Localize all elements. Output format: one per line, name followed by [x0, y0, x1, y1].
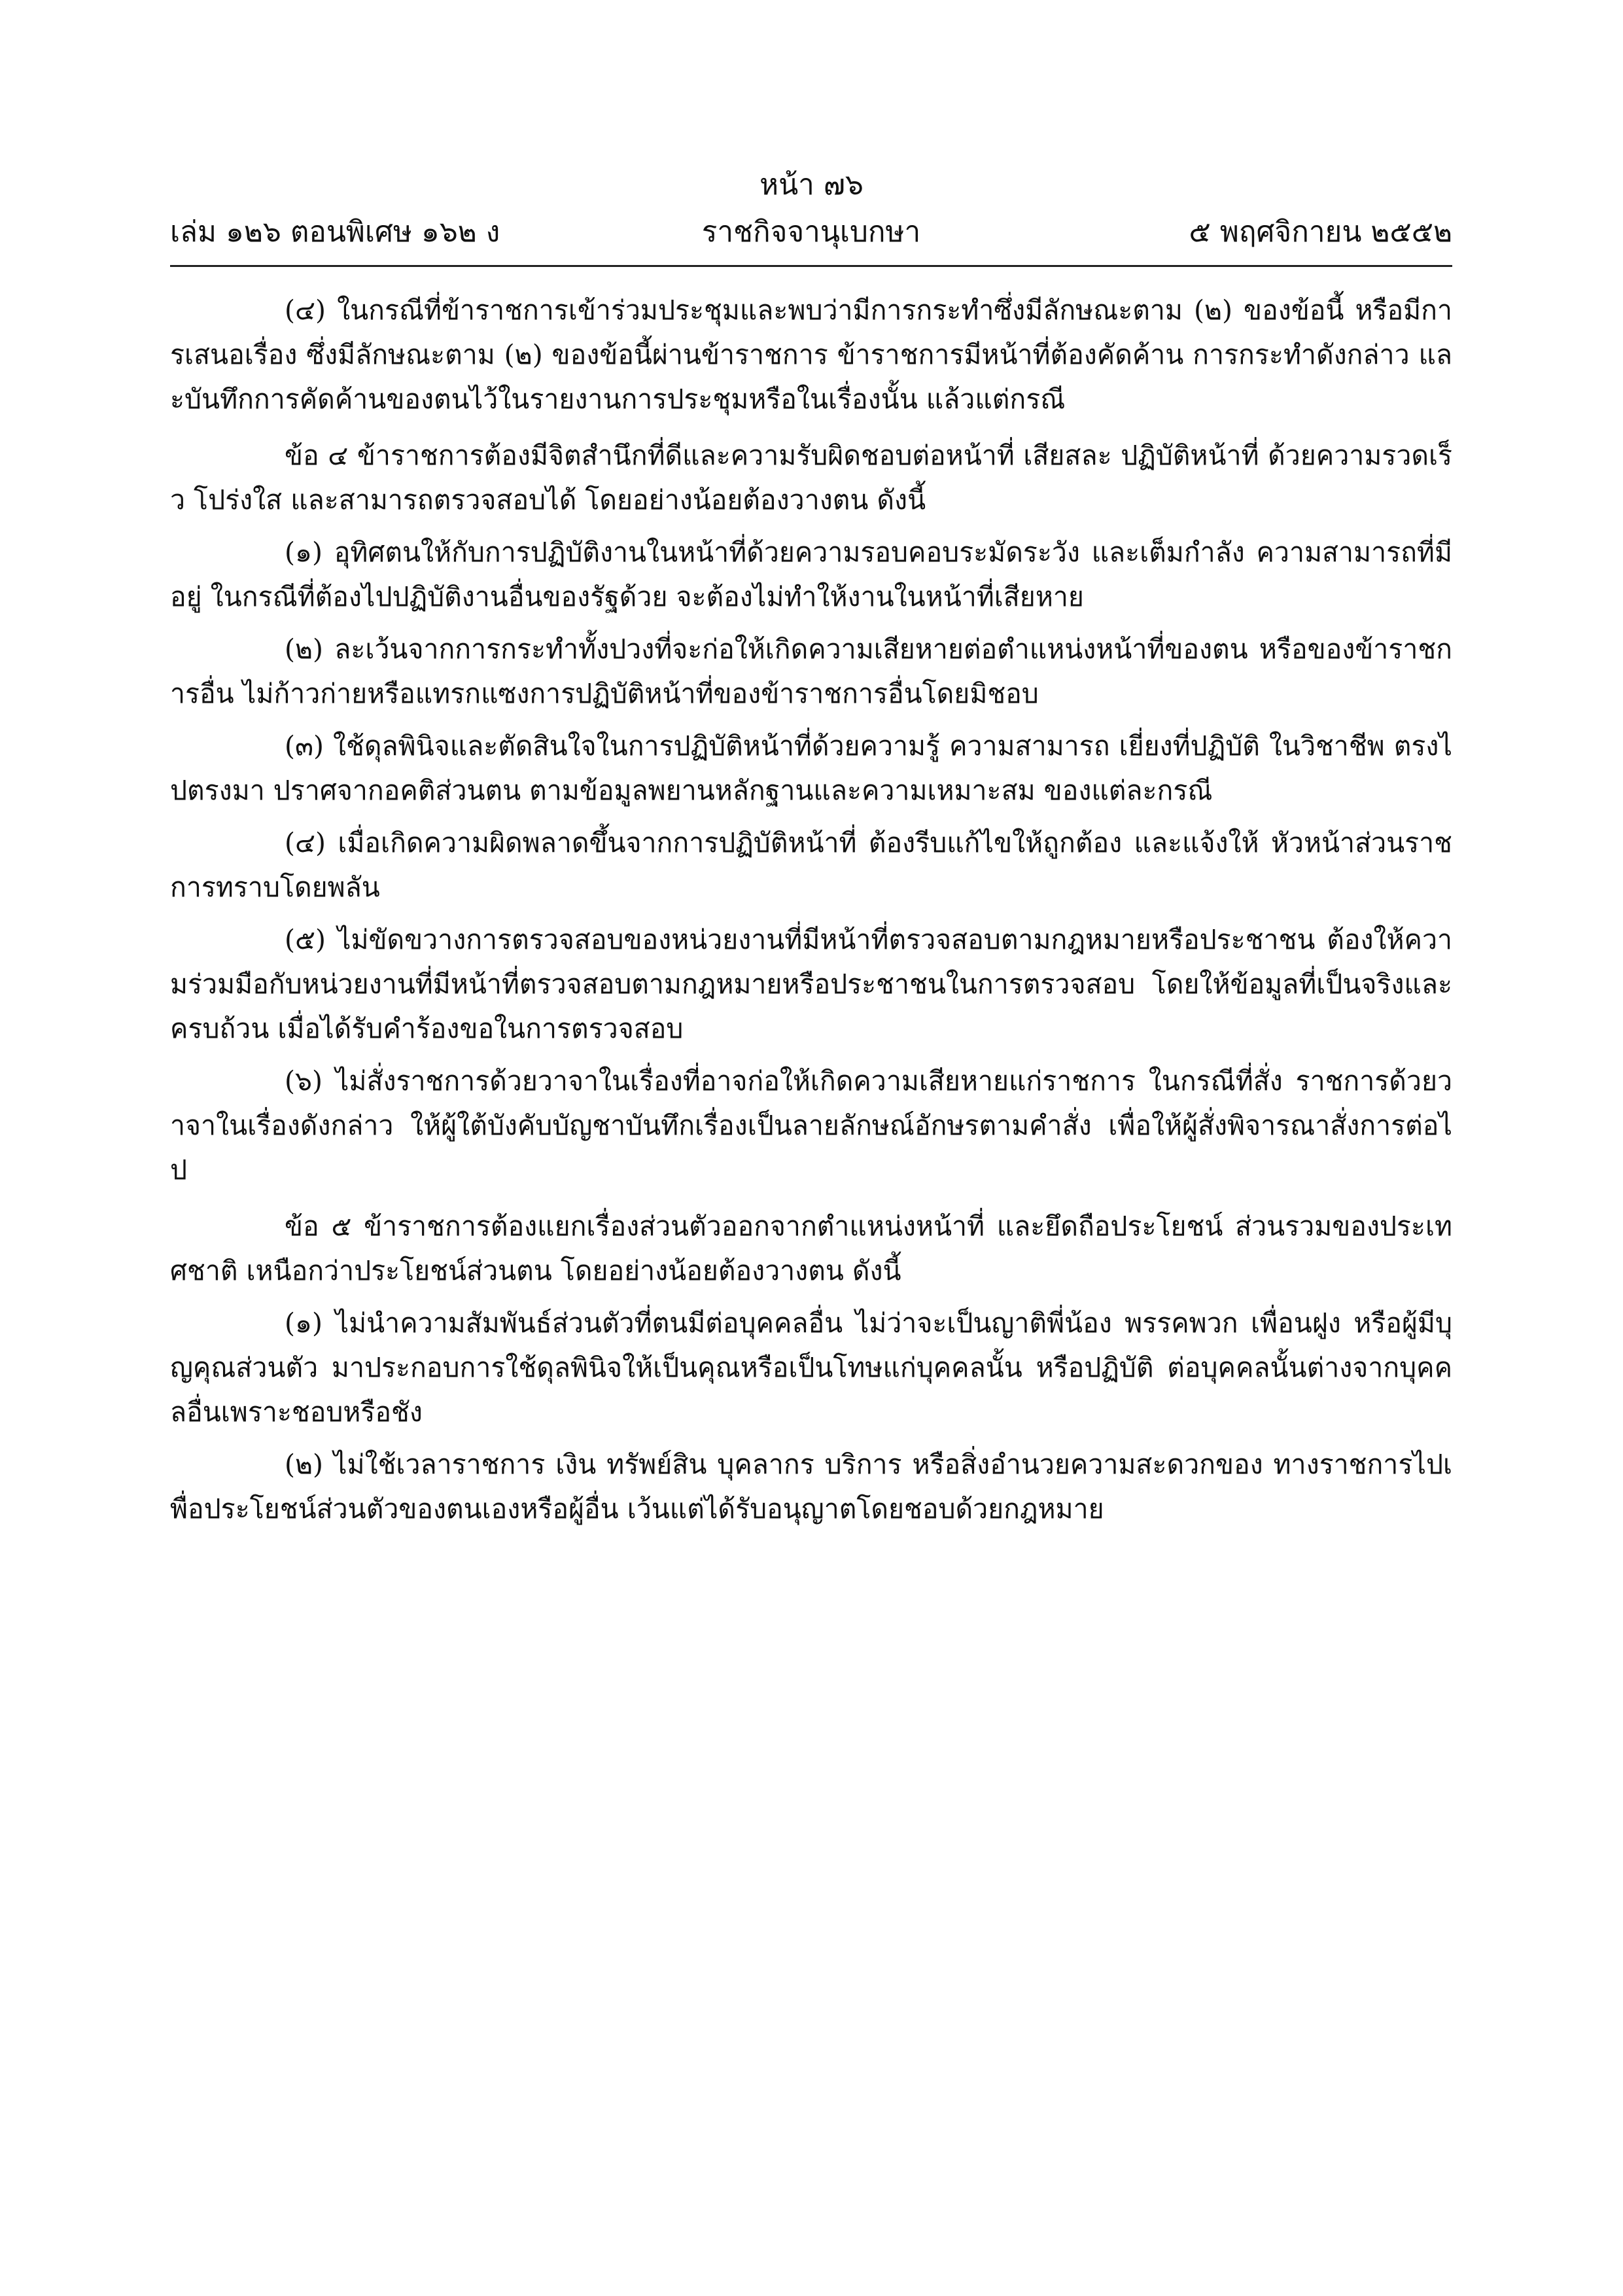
gazette-title: ราชกิจจานุเบกษา — [701, 215, 921, 249]
publication-date: ๕ พฤศจิกายน ๒๕๕๒ — [1189, 215, 1452, 249]
paragraph-clause-4-5: (๕) ไม่ขัดขวางการตรวจสอบของหน่วยงานที่มีหน้าที่ตรวจสอบตามกฎหมายหรือประชาชน ต้องให้ความร่วมมือกับหน่วยงานที่มีหน้าที่ตรวจสอบตามกฎหมายหรือประชาชนในการตรวจสอบ โดยให้ข้อมูลที่เป็นจริงและครบถ้วน เมื่อได้รับคำร้องขอในการตรวจสอบ — [170, 924, 1452, 1044]
page-number: หน้า ๗๖ — [759, 168, 864, 202]
gazette-header — [170, 211, 1452, 254]
document-body — [170, 288, 1452, 1539]
paragraph-clause-4-2: (๒) ละเว้นจากการกระทำทั้งปวงที่จะก่อให้เกิดความเสียหายต่อตำแหน่งหน้าที่ของตน หรือของข้าราชการอื่น ไม่ก้าวก่ายหรือแทรกแซงการปฏิบัติหน้าที่ของข้าราชการอื่นโดยมิชอบ — [170, 633, 1452, 709]
volume-issue: เล่ม ๑๒๖ ตอนพิเศษ ๑๖๒ ง — [170, 215, 500, 249]
paragraph-clause-5-1: (๑) ไม่นำความสัมพันธ์ส่วนตัวที่ตนมีต่อบุคคลอื่น ไม่ว่าจะเป็นญาติพี่น้อง พรรคพวก เพื่อนฝูง หรือผู้มีบุญคุณส่วนตัว มาประกอบการใช้ดุลพินิจให้เป็นคุณหรือเป็นโทษแก่บุคคลนั้น หรือปฏิบัติ ต่อบุคคลนั้นต่างจากบุคคลอื่นเพราะชอบหรือชัง — [170, 1307, 1452, 1428]
paragraph-clause-4-3: (๓) ใช้ดุลพินิจและตัดสินใจในการปฏิบัติหน้าที่ด้วยความรู้ ความสามารถ เยี่ยงที่ปฏิบัติ ในวิชาชีพ ตรงไปตรงมา ปราศจากอคติส่วนตน ตามข้อมูลพยานหลักฐานและความเหมาะสม ของแต่ละกรณี — [170, 730, 1452, 806]
paragraph-clause-3-4: (๔) ในกรณีที่ข้าราชการเข้าร่วมประชุมและพบว่ามีการกระทำซึ่งมีลักษณะตาม (๒) ของข้อนี้ หรือมีการเสนอเรื่อง ซึ่งมีลักษณะตาม (๒) ของข้อนี้ผ่านข้าราชการ ข้าราชการมีหน้าที่ต้องคัดค้าน การกระทำดังกล่าว และบันทึกการคัดค้านของตนไว้ในรายงานการประชุมหรือในเรื่องนั้น แล้วแต่กรณี — [170, 294, 1452, 415]
paragraph-section-4: ข้อ ๔ ข้าราชการต้องมีจิตสำนึกที่ดีและความรับผิดชอบต่อหน้าที่ เสียสละ ปฏิบัติหน้าที่ ด้วยความรวดเร็ว โปร่งใส และสามารถตรวจสอบได้ โดยอย่างน้อยต้องวางตน ดังนี้ — [170, 440, 1452, 516]
header-rule — [170, 265, 1452, 267]
paragraph-section-5: ข้อ ๕ ข้าราชการต้องแยกเรื่องส่วนตัวออกจากตำแหน่งหน้าที่ และยึดถือประโยชน์ ส่วนรวมของประเทศชาติ เหนือกว่าประโยชน์ส่วนตน โดยอย่างน้อยต้องวางตน ดังนี้ — [170, 1210, 1452, 1286]
paragraph-clause-4-1: (๑) อุทิศตนให้กับการปฏิบัติงานในหน้าที่ด้วยความรอบคอบระมัดระวัง และเต็มกำลัง ความสามารถที่มีอยู่ ในกรณีที่ต้องไปปฏิบัติงานอื่นของรัฐด้วย จะต้องไม่ทำให้งานในหน้าที่เสียหาย — [170, 537, 1452, 612]
paragraph-clause-4-4: (๔) เมื่อเกิดความผิดพลาดขึ้นจากการปฏิบัติหน้าที่ ต้องรีบแก้ไขให้ถูกต้อง และแจ้งให้ หัวหน้าส่วนราชการทราบโดยพลัน — [170, 827, 1452, 903]
paragraph-clause-4-6: (๖) ไม่สั่งราชการด้วยวาจาในเรื่องที่อาจก่อให้เกิดความเสียหายแก่ราชการ ในกรณีที่สั่ง ราชการด้วยวาจาในเรื่องดังกล่าว ให้ผู้ใต้บังคับบัญชาบันทึกเรื่องเป็นลายลักษณ์อักษรตามคำสั่ง เพื่อให้ผู้สั่งพิจารณาสั่งการต่อไป — [170, 1065, 1452, 1186]
paragraph-clause-5-2: (๒) ไม่ใช้เวลาราชการ เงิน ทรัพย์สิน บุคลากร บริการ หรือสิ่งอำนวยความสะดวกของ ทางราชการไปเพื่อประโยชน์ส่วนตัวของตนเองหรือผู้อื่น เว้นแต่ได้รับอนุญาตโดยชอบด้วยกฎหมาย — [170, 1449, 1452, 1525]
